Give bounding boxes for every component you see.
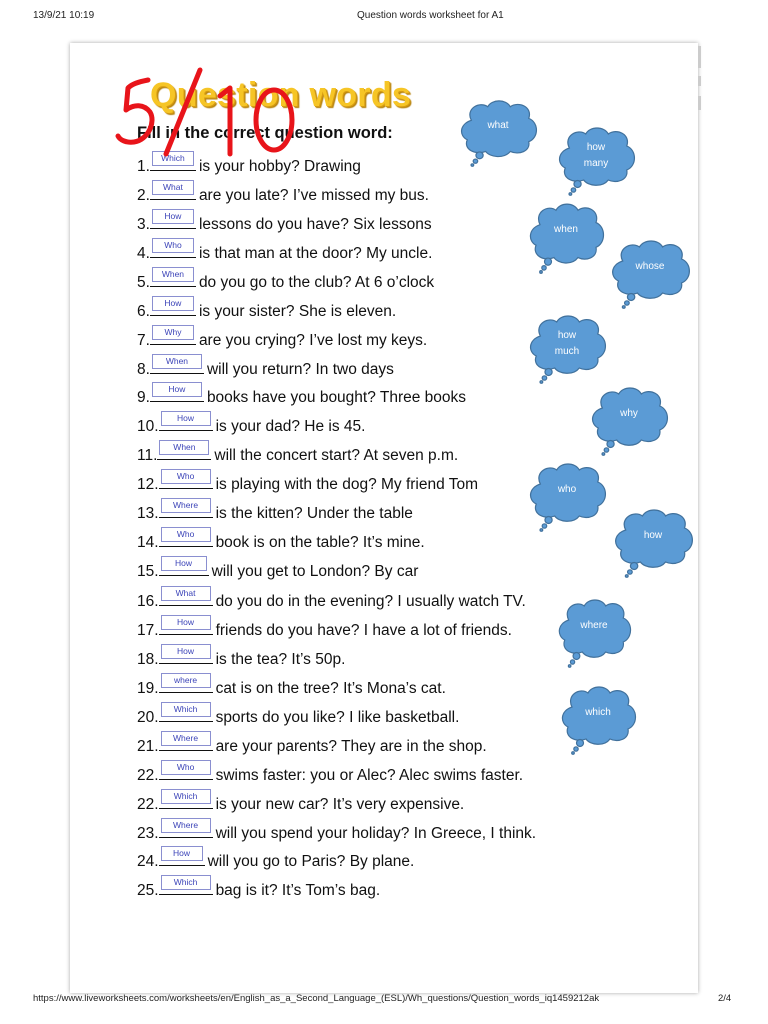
- answer-input[interactable]: How: [161, 411, 211, 426]
- question-text: friends do you have? I have a lot of friends.: [215, 622, 512, 639]
- answer-input[interactable]: Why: [152, 325, 194, 340]
- word-cloud: [588, 384, 670, 456]
- answer-input[interactable]: Who: [161, 760, 211, 775]
- question-text: are your parents? They are in the shop.: [215, 738, 487, 755]
- question-text: is that man at the door? My uncle.: [198, 245, 433, 262]
- question-text: swims faster: you or Alec? Alec swims faster.: [215, 767, 524, 784]
- answer-blank: [150, 240, 196, 258]
- question-number: 15.: [137, 563, 159, 580]
- question-number: 6.: [137, 303, 150, 320]
- answer-input[interactable]: How: [152, 382, 202, 397]
- word-cloud: [526, 460, 608, 532]
- question-number: 12.: [137, 476, 159, 493]
- word-cloud: [555, 124, 637, 196]
- print-footer-page: 2/4: [718, 993, 732, 1004]
- question-number: 10.: [137, 418, 159, 435]
- cloud-word: how much: [554, 330, 580, 357]
- question-number: 3.: [137, 216, 150, 233]
- answer-blank: [159, 413, 213, 431]
- question-row: [137, 327, 427, 347]
- answer-input[interactable]: Who: [161, 527, 211, 542]
- word-cloud: [558, 683, 638, 755]
- answer-blank: [150, 182, 196, 200]
- question-text: will the concert start? At seven p.m.: [214, 447, 459, 464]
- worksheet-title: Question words: [150, 76, 412, 114]
- answer-blank: [150, 269, 196, 287]
- question-number: 2.: [137, 187, 150, 204]
- question-number: 24.: [137, 853, 159, 870]
- question-row: [137, 848, 414, 868]
- print-header-title: Question words worksheet for A1: [357, 10, 504, 21]
- word-cloud: [611, 506, 695, 578]
- question-row: [137, 211, 432, 231]
- question-text: book is on the table? It’s mine.: [215, 534, 425, 551]
- question-row: [137, 269, 434, 289]
- answer-input[interactable]: When: [152, 354, 202, 369]
- answer-input[interactable]: How: [161, 615, 211, 630]
- answer-input[interactable]: When: [152, 267, 194, 282]
- answer-input[interactable]: Which: [152, 151, 194, 166]
- question-text: will you get to London? By car: [211, 563, 419, 580]
- question-text: do you do in the evening? I usually watch TV.: [215, 593, 526, 610]
- word-cloud: [526, 200, 606, 274]
- question-row: [137, 356, 394, 376]
- question-number: 9.: [137, 389, 150, 406]
- question-text: will you spend your holiday? In Greece, I think.: [215, 825, 537, 842]
- instruction-text: Fill in the correct question word:: [137, 124, 393, 142]
- answer-blank: [159, 617, 213, 635]
- scrollbar-mark: [698, 76, 701, 86]
- answer-blank: [159, 877, 213, 895]
- question-row: [137, 384, 466, 404]
- question-row: [137, 733, 487, 753]
- answer-input[interactable]: Which: [161, 875, 211, 890]
- question-row: [137, 646, 345, 666]
- question-number: 21.: [137, 738, 159, 755]
- answer-input[interactable]: What: [152, 180, 194, 195]
- question-number: 14.: [137, 534, 159, 551]
- question-row: [137, 877, 380, 897]
- answer-input[interactable]: How: [161, 846, 203, 861]
- question-number: 4.: [137, 245, 150, 262]
- question-text: is your new car? It’s very expensive.: [215, 796, 465, 813]
- question-text: is the kitten? Under the table: [215, 505, 413, 522]
- question-number: 11.: [137, 447, 158, 464]
- question-row: [137, 704, 459, 724]
- question-row: [137, 529, 425, 549]
- question-text: sports do you like? I like basketball.: [215, 709, 460, 726]
- cloud-word: whose: [635, 261, 665, 272]
- answer-blank: [159, 733, 213, 751]
- question-row: [137, 617, 512, 637]
- scrollbar-mark: [698, 46, 701, 68]
- cloud-word: why: [620, 408, 638, 419]
- question-number: 7.: [137, 332, 150, 349]
- answer-blank: [159, 471, 213, 489]
- answer-blank: [159, 588, 213, 606]
- question-row: [137, 471, 478, 491]
- question-row: [137, 298, 396, 318]
- scrollbar-mark: [698, 96, 701, 110]
- question-number: 22.: [137, 796, 159, 813]
- answer-input[interactable]: Where: [161, 498, 211, 513]
- cloud-word: what: [487, 120, 509, 131]
- answer-blank: [159, 675, 213, 693]
- answer-input[interactable]: Who: [161, 469, 211, 484]
- question-row: [137, 820, 536, 840]
- cloud-word: how many: [583, 142, 609, 169]
- question-text: will you return? In two days: [206, 361, 394, 378]
- question-number: 23.: [137, 825, 159, 842]
- question-number: 1.: [137, 158, 150, 175]
- question-text: do you go to the club? At 6 o’clock: [198, 274, 435, 291]
- question-row: [137, 791, 464, 811]
- answer-blank: [159, 529, 213, 547]
- question-text: bag is it? It’s Tom’s bag.: [215, 882, 381, 899]
- question-text: is your hobby? Drawing: [198, 158, 361, 175]
- question-text: is the tea? It’s 50p.: [215, 651, 346, 668]
- answer-input[interactable]: Where: [161, 818, 211, 833]
- question-row: [137, 182, 429, 202]
- cloud-word: which: [585, 707, 611, 718]
- answer-blank: [150, 356, 204, 374]
- answer-input[interactable]: Which: [161, 789, 211, 804]
- question-number: 18.: [137, 651, 159, 668]
- question-text: is playing with the dog? My friend Tom: [215, 476, 479, 493]
- answer-input[interactable]: How: [152, 209, 194, 224]
- question-number: 19.: [137, 680, 159, 697]
- answer-input[interactable]: Which: [161, 702, 211, 717]
- question-text: books have you bought? Three books: [206, 389, 467, 406]
- question-number: 25.: [137, 882, 159, 899]
- question-number: 17.: [137, 622, 159, 639]
- question-text: lessons do you have? Six lessons: [198, 216, 432, 233]
- answer-input[interactable]: What: [161, 586, 211, 601]
- question-text: will you go to Paris? By plane.: [207, 853, 415, 870]
- answer-input[interactable]: How: [152, 296, 194, 311]
- word-cloud: [526, 312, 608, 384]
- answer-blank: [150, 384, 204, 402]
- cloud-word: where: [580, 620, 608, 631]
- question-row: [137, 588, 526, 608]
- answer-input[interactable]: Who: [152, 238, 194, 253]
- answer-input[interactable]: Where: [161, 731, 211, 746]
- word-cloud: [608, 237, 692, 309]
- question-text: is your dad? He is 45.: [215, 418, 366, 435]
- question-text: cat is on the tree? It’s Mona’s cat.: [215, 680, 446, 697]
- question-row: [137, 675, 446, 695]
- question-number: 5.: [137, 274, 150, 291]
- question-row: [137, 500, 413, 520]
- question-row: [137, 442, 458, 462]
- answer-input[interactable]: When: [159, 440, 209, 455]
- cloud-word: who: [557, 484, 577, 495]
- question-number: 16.: [137, 593, 159, 610]
- answer-blank: [159, 500, 213, 518]
- question-row: [137, 558, 418, 578]
- answer-input[interactable]: How: [161, 556, 207, 571]
- cloud-word: how: [643, 530, 663, 541]
- print-footer-url: https://www.liveworksheets.com/worksheets/en/English_as_a_Second_Language_(ESL)/Wh_questions/Question_words_iq1459212ak: [33, 993, 600, 1004]
- cloud-word: when: [554, 224, 578, 235]
- question-row: [137, 762, 523, 782]
- question-row: [137, 240, 432, 260]
- question-number: 13.: [137, 505, 159, 522]
- question-number: 20.: [137, 709, 159, 726]
- question-row: [137, 413, 365, 433]
- question-text: is your sister? She is eleven.: [198, 303, 397, 320]
- answer-input[interactable]: where: [161, 673, 211, 688]
- answer-blank: [159, 762, 213, 780]
- print-header-date: 13/9/21 10:19: [33, 10, 95, 21]
- question-number: 22.: [137, 767, 159, 784]
- answer-blank: [159, 848, 205, 866]
- answer-blank: [159, 704, 213, 722]
- word-cloud: [457, 97, 539, 167]
- answer-blank: [159, 820, 213, 838]
- answer-blank: [150, 327, 196, 345]
- question-text: are you crying? I’ve lost my keys.: [198, 332, 428, 349]
- answer-blank: [159, 558, 209, 576]
- answer-blank: [157, 442, 211, 460]
- answer-input[interactable]: How: [161, 644, 211, 659]
- answer-blank: [159, 646, 213, 664]
- word-cloud: [555, 596, 633, 668]
- question-number: 8.: [137, 361, 150, 378]
- answer-blank: [150, 298, 196, 316]
- answer-blank: [159, 791, 213, 809]
- handwritten-grade: [108, 62, 318, 162]
- answer-blank: [150, 211, 196, 229]
- question-text: are you late? I’ve missed my bus.: [198, 187, 429, 204]
